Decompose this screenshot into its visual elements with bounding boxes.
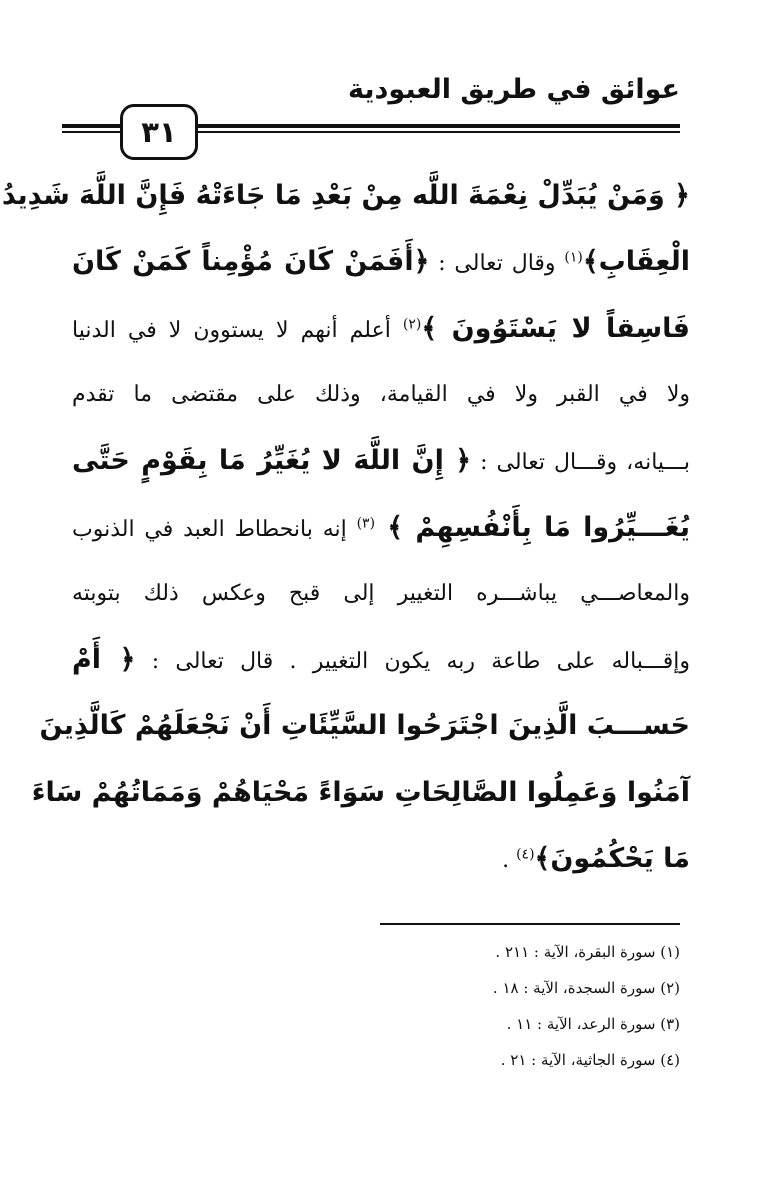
footnote-reference: (١) — [564, 249, 583, 266]
body-line — [31, 760, 690, 826]
quran-verse: ﴿أَفَمَنْ كَانَ مُؤْمِناً كَمَنْ كَانَ — [72, 246, 430, 278]
body-text-segment: وإقـــباله على طاعة ربه يكون التغيير . قال تعالى : — [135, 649, 690, 675]
body-text-segment: . — [502, 848, 517, 873]
quran-verse: فَاسِقاً لا يَسْتَوُونَ ﴾ — [421, 312, 690, 344]
body-line — [72, 627, 690, 693]
body-line — [72, 229, 690, 295]
quran-verse: يُغَـــيِّرُوا مَا بِأَنْفُسِهِمْ ﴾ — [375, 511, 690, 543]
page-number: ٣١ — [120, 104, 198, 160]
body-text-segment: والمعاصـــي يباشـــره التغيير إلى قبح وعكس ذلك بتوبته — [72, 580, 690, 606]
body-text-segment: ولا في القبر ولا في القيامة، وذلك على مقتضى ما تقدم — [72, 381, 690, 407]
footnote-separator — [380, 923, 680, 925]
running-title: عوائق في طريق العبودية — [348, 74, 680, 105]
footnote-reference: (٣) — [356, 515, 376, 532]
body-text-segment: وقال تعالى : — [429, 251, 565, 277]
body-text-segment: إنه بانحطاط العبد في الذنوب — [72, 516, 357, 542]
footnote-reference: (٢) — [402, 316, 422, 333]
body-line — [72, 826, 690, 892]
quran-verse: ﴿ إِنَّ اللَّهَ لا يُغَيِّرُ مَا بِقَوْمٍ حَتَّى — [72, 445, 472, 477]
body-line — [72, 296, 690, 362]
quran-verse: آمَنُوا وَعَمِلُوا الصَّالِحَاتِ سَوَاءً مَحْيَاهُمْ وَمَمَاتُهُمْ سَاءَ — [31, 776, 690, 808]
body-line — [39, 693, 690, 759]
body-line — [72, 561, 690, 627]
body-line — [72, 428, 690, 494]
quran-verse: مَا يَحْكُمُونَ﴾ — [534, 843, 690, 874]
quran-verse: ﴿ وَمَنْ يُبَدِّلْ نِعْمَةَ اللَّه مِنْ بَعْدِ مَا جَاءَتْهُ فَإِنَّ اللَّهَ شَدِيدُ — [1, 180, 690, 211]
quran-verse: الْعِقَابِ﴾ — [582, 246, 690, 278]
quran-verse: ﴿ أَمْ — [72, 644, 136, 676]
quran-verse: حَســـبَ الَّذِينَ اجْتَرَحُوا السَّيِّئَاتِ أَنْ نَجْعَلَهُمْ كَالَّذِينَ — [39, 710, 690, 742]
footnote-item: (١) سورة البقرة، الآية : ٢١١ . — [495, 943, 680, 961]
body-line — [72, 495, 690, 561]
footnote-reference: (٤) — [516, 846, 535, 863]
body-line — [1, 163, 690, 229]
footnote-item: (٣) سورة الرعد، الآية : ١١ . — [506, 1015, 680, 1033]
body-text-segment: بـــيانه، وقـــال تعالى : — [471, 450, 690, 476]
footnote-item: (٢) سورة السجدة، الآية : ١٨ . — [492, 979, 680, 997]
body-line — [72, 362, 690, 428]
footnote-item: (٤) سورة الجاثية، الآية : ٢١ . — [500, 1051, 680, 1069]
body-text-segment: أعلم أنهم لا يستوون لا في الدنيا — [72, 317, 403, 343]
